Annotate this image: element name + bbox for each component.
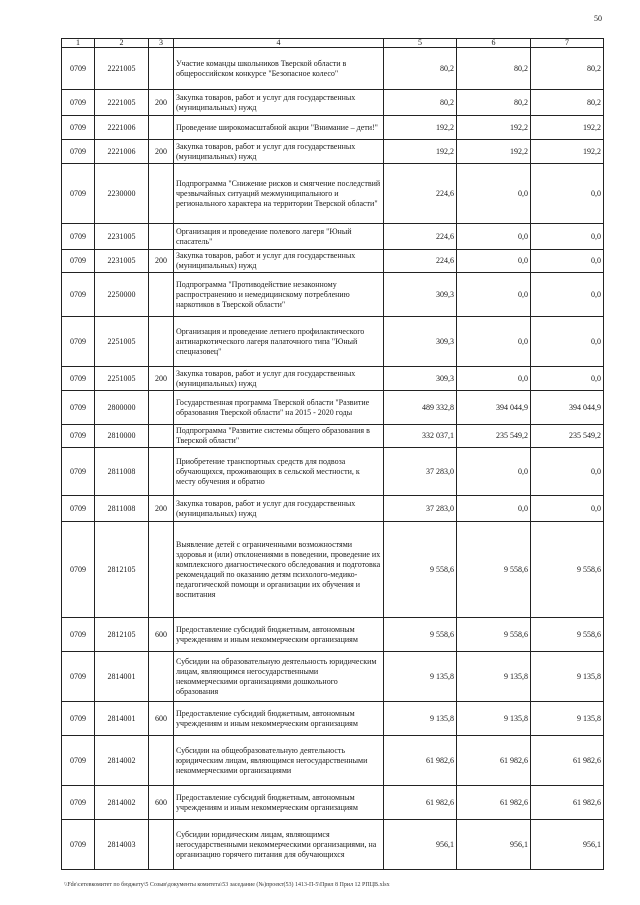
item-name: Предоставление субсидий бюджетным, автономным учреждениям и иным некоммерческим организациям [174, 618, 384, 652]
amount-col-6: 0,0 [457, 250, 531, 273]
target-article-code: 2811008 [95, 496, 149, 522]
section-code: 0709 [62, 820, 95, 870]
item-name: Предоставление субсидий бюджетным, автономным учреждениям и иным некоммерческим организациям [174, 702, 384, 736]
expense-type-code [149, 317, 174, 367]
amount-col-7: 0,0 [531, 164, 604, 224]
table-row [62, 224, 604, 250]
target-article-code: 2231005 [95, 250, 149, 273]
item-name: Государственная программа Тверской области "Развитие образования Тверской области" на 2015 - 2020 годы [174, 391, 384, 425]
expense-type-code [149, 164, 174, 224]
expense-type-code [149, 522, 174, 618]
amount-col-6: 9 558,6 [457, 522, 531, 618]
expense-type-code [149, 273, 174, 317]
amount-col-6: 9 558,6 [457, 618, 531, 652]
item-name: Закупка товаров, работ и услуг для государственных (муниципальных) нужд [174, 367, 384, 391]
target-article-code: 2230000 [95, 164, 149, 224]
amount-col-7: 9 558,6 [531, 618, 604, 652]
amount-col-5: 80,2 [384, 90, 457, 116]
item-name: Субсидии на общеобразовательную деятельность юридическим лицам, являющимся негосударственными некоммерческими организациями [174, 736, 384, 786]
amount-col-7: 9 135,8 [531, 702, 604, 736]
amount-col-6: 956,1 [457, 820, 531, 870]
amount-col-7: 0,0 [531, 496, 604, 522]
header-col-5: 5 [384, 39, 457, 48]
amount-col-5: 37 283,0 [384, 496, 457, 522]
amount-col-7: 0,0 [531, 448, 604, 496]
table-row [62, 273, 604, 317]
section-code: 0709 [62, 448, 95, 496]
section-code: 0709 [62, 736, 95, 786]
page-number: 50 [594, 14, 602, 23]
target-article-code: 2231005 [95, 224, 149, 250]
amount-col-7: 192,2 [531, 116, 604, 140]
amount-col-7: 394 044,9 [531, 391, 604, 425]
section-code: 0709 [62, 224, 95, 250]
amount-col-5: 37 283,0 [384, 448, 457, 496]
amount-col-5: 9 135,8 [384, 652, 457, 702]
target-article-code: 2814001 [95, 702, 149, 736]
expense-type-code: 200 [149, 250, 174, 273]
amount-col-6: 192,2 [457, 116, 531, 140]
table-row [62, 618, 604, 652]
amount-col-5: 224,6 [384, 164, 457, 224]
target-article-code: 2251005 [95, 367, 149, 391]
amount-col-6: 0,0 [457, 164, 531, 224]
table-row [62, 736, 604, 786]
amount-col-7: 80,2 [531, 48, 604, 90]
amount-col-7: 61 982,6 [531, 736, 604, 786]
expense-type-code [149, 820, 174, 870]
table-row [62, 820, 604, 870]
section-code: 0709 [62, 90, 95, 116]
table-row [62, 116, 604, 140]
section-code: 0709 [62, 425, 95, 448]
section-code: 0709 [62, 367, 95, 391]
target-article-code: 2221006 [95, 140, 149, 164]
expense-type-code [149, 224, 174, 250]
target-article-code: 2810000 [95, 425, 149, 448]
target-article-code: 2221005 [95, 90, 149, 116]
amount-col-5: 956,1 [384, 820, 457, 870]
header-col-1: 1 [62, 39, 95, 48]
amount-col-5: 61 982,6 [384, 786, 457, 820]
amount-col-7: 80,2 [531, 90, 604, 116]
item-name: Субсидии на образовательную деятельность юридическим лицам, являющимся негосударственными некоммерческими организациями дошкольного образования [174, 652, 384, 702]
table-row [62, 448, 604, 496]
expense-type-code [149, 391, 174, 425]
amount-col-7: 0,0 [531, 317, 604, 367]
expense-type-code [149, 116, 174, 140]
table-row [62, 367, 604, 391]
table-row [62, 164, 604, 224]
section-code: 0709 [62, 702, 95, 736]
table-row [62, 702, 604, 736]
amount-col-6: 0,0 [457, 496, 531, 522]
table-row [62, 48, 604, 90]
amount-col-6: 9 135,8 [457, 702, 531, 736]
amount-col-7: 235 549,2 [531, 425, 604, 448]
item-name: Закупка товаров, работ и услуг для государственных (муниципальных) нужд [174, 496, 384, 522]
amount-col-6: 80,2 [457, 90, 531, 116]
table-row [62, 317, 604, 367]
table-row [62, 391, 604, 425]
target-article-code: 2221005 [95, 48, 149, 90]
amount-col-6: 235 549,2 [457, 425, 531, 448]
item-name: Проведение широкомасштабной акции "Внимание – дети!" [174, 116, 384, 140]
amount-col-5: 192,2 [384, 140, 457, 164]
amount-col-5: 80,2 [384, 48, 457, 90]
amount-col-5: 61 982,6 [384, 736, 457, 786]
header-col-7: 7 [531, 39, 604, 48]
amount-col-6: 0,0 [457, 448, 531, 496]
expense-type-code: 600 [149, 618, 174, 652]
item-name: Подпрограмма "Снижение рисков и смягчение последствий чрезвычайных ситуаций межмуниципального и регионального характера на территории Тверской области" [174, 164, 384, 224]
table-row [62, 786, 604, 820]
header-row [62, 39, 604, 48]
section-code: 0709 [62, 273, 95, 317]
section-code: 0709 [62, 250, 95, 273]
amount-col-7: 0,0 [531, 367, 604, 391]
section-code: 0709 [62, 116, 95, 140]
amount-col-5: 309,3 [384, 273, 457, 317]
target-article-code: 2814001 [95, 652, 149, 702]
header-col-2: 2 [95, 39, 149, 48]
item-name: Участие команды школьников Тверской области в общероссийском конкурсе "Безопасное колесо" [174, 48, 384, 90]
target-article-code: 2800000 [95, 391, 149, 425]
amount-col-7: 192,2 [531, 140, 604, 164]
table-row [62, 522, 604, 618]
amount-col-5: 9 558,6 [384, 618, 457, 652]
amount-col-6: 61 982,6 [457, 736, 531, 786]
section-code: 0709 [62, 164, 95, 224]
amount-col-7: 9 135,8 [531, 652, 604, 702]
target-article-code: 2251005 [95, 317, 149, 367]
target-article-code: 2250000 [95, 273, 149, 317]
amount-col-6: 0,0 [457, 273, 531, 317]
table-row [62, 250, 604, 273]
target-article-code: 2811008 [95, 448, 149, 496]
target-article-code: 2814002 [95, 786, 149, 820]
item-name: Закупка товаров, работ и услуг для государственных (муниципальных) нужд [174, 140, 384, 164]
item-name: Субсидии юридическим лицам, являющимся негосударственными некоммерческими организациями, на организацию горячего питания для обучающихся [174, 820, 384, 870]
section-code: 0709 [62, 317, 95, 367]
header-col-4: 4 [174, 39, 384, 48]
expense-type-code: 200 [149, 90, 174, 116]
section-code: 0709 [62, 496, 95, 522]
amount-col-6: 80,2 [457, 48, 531, 90]
expense-type-code: 200 [149, 496, 174, 522]
expense-type-code: 600 [149, 786, 174, 820]
target-article-code: 2221006 [95, 116, 149, 140]
amount-col-5: 9 135,8 [384, 702, 457, 736]
amount-col-5: 224,6 [384, 224, 457, 250]
amount-col-7: 0,0 [531, 250, 604, 273]
amount-col-7: 0,0 [531, 224, 604, 250]
item-name: Организация и проведение полевого лагеря "Юный спасатель" [174, 224, 384, 250]
expense-type-code [149, 652, 174, 702]
amount-col-7: 61 982,6 [531, 786, 604, 820]
amount-col-5: 309,3 [384, 367, 457, 391]
section-code: 0709 [62, 48, 95, 90]
table-row [62, 140, 604, 164]
amount-col-6: 0,0 [457, 224, 531, 250]
item-name: Закупка товаров, работ и услуг для государственных (муниципальных) нужд [174, 250, 384, 273]
amount-col-7: 0,0 [531, 273, 604, 317]
section-code: 0709 [62, 618, 95, 652]
amount-col-6: 9 135,8 [457, 652, 531, 702]
section-code: 0709 [62, 140, 95, 164]
target-article-code: 2812105 [95, 618, 149, 652]
item-name: Закупка товаров, работ и услуг для государственных (муниципальных) нужд [174, 90, 384, 116]
table-row [62, 652, 604, 702]
item-name: Организация и проведение летнего профилактического антинаркотического лагеря палаточного типа "Юный спецназовец" [174, 317, 384, 367]
section-code: 0709 [62, 522, 95, 618]
section-code: 0709 [62, 652, 95, 702]
amount-col-5: 489 332,8 [384, 391, 457, 425]
amount-col-5: 332 037,1 [384, 425, 457, 448]
amount-col-6: 0,0 [457, 317, 531, 367]
item-name: Подпрограмма "Развитие системы общего образования в Тверской области" [174, 425, 384, 448]
amount-col-6: 61 982,6 [457, 786, 531, 820]
amount-col-5: 9 558,6 [384, 522, 457, 618]
amount-col-5: 309,3 [384, 317, 457, 367]
amount-col-7: 9 558,6 [531, 522, 604, 618]
target-article-code: 2814002 [95, 736, 149, 786]
item-name: Приобретение транспортных средств для подвоза обучающихся, проживающих в сельской местности, к месту обучения и обратно [174, 448, 384, 496]
target-article-code: 2812105 [95, 522, 149, 618]
expense-type-code [149, 425, 174, 448]
table-row [62, 90, 604, 116]
section-code: 0709 [62, 391, 95, 425]
expense-type-code [149, 48, 174, 90]
amount-col-7: 956,1 [531, 820, 604, 870]
expense-type-code: 200 [149, 140, 174, 164]
amount-col-5: 224,6 [384, 250, 457, 273]
header-col-6: 6 [457, 39, 531, 48]
header-col-3: 3 [149, 39, 174, 48]
table-row [62, 425, 604, 448]
amount-col-5: 192,2 [384, 116, 457, 140]
item-name: Выявление детей с ограниченными возможностями здоровья и (или) отклонениями в поведении, проведение их комплексного диагностического обследования и подготовка рекомендаций по оказанию детям психолого-медико-педагогической помощи и организации их обучения и воспитания [174, 522, 384, 618]
expense-type-code [149, 736, 174, 786]
section-code: 0709 [62, 786, 95, 820]
expense-type-code: 600 [149, 702, 174, 736]
target-article-code: 2814003 [95, 820, 149, 870]
amount-col-6: 394 044,9 [457, 391, 531, 425]
amount-col-6: 192,2 [457, 140, 531, 164]
footer-file-path: \\Fde\сетевкомитет по бюджету\5 Созыв\документы комитета\53 заседание (№)проект(53) 1413-П-5\Прил 8 Прил 12 РПЦВ.xlsx [64, 882, 390, 888]
table-row [62, 496, 604, 522]
item-name: Предоставление субсидий бюджетным, автономным учреждениям и иным некоммерческим организациям [174, 786, 384, 820]
expense-type-code [149, 448, 174, 496]
item-name: Подпрограмма "Противодействие незаконному распространению и немедицинскому потреблению наркотиков в Тверской области" [174, 273, 384, 317]
amount-col-6: 0,0 [457, 367, 531, 391]
expense-type-code: 200 [149, 367, 174, 391]
budget-table [61, 38, 604, 870]
